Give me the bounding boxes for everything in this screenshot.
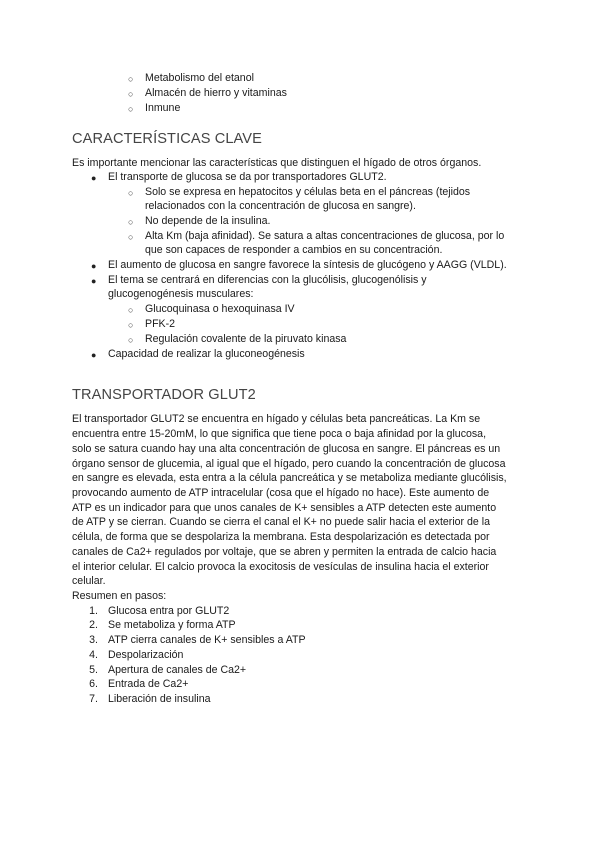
step-number: 3. <box>89 634 98 646</box>
paragraph-line: de ATP y se cierran. Cuando se cierra el canal el K+ no puede salir hacia el exterior de la <box>72 516 491 528</box>
circle-bullet-icon: ○ <box>128 305 134 315</box>
list-item-continuation: que son capaces de responder a cambios en su concentración. <box>145 244 443 256</box>
paragraph-line: canales de Ca2+ regulados por voltaje, que se abren y permiten la entrada de calcio hacia <box>72 546 497 558</box>
step-text: Glucosa entra por GLUT2 <box>108 605 230 617</box>
section-intro: Es importante mencionar las características que distinguen el hígado de otros órganos. <box>72 157 482 169</box>
circle-bullet-icon: ○ <box>128 74 134 84</box>
paragraph-line: célula, de forma que se despolariza la membrana. Esta despolarización es detectada por <box>72 531 490 543</box>
list-item: Almacén de hierro y vitaminas <box>145 87 287 99</box>
list-item: Glucoquinasa o hexoquinasa IV <box>145 303 295 315</box>
section-heading-caracteristicas: CARACTERÍSTICAS CLAVE <box>72 131 262 147</box>
step-text: ATP cierra canales de K+ sensibles a ATP <box>108 634 306 646</box>
summary-label: Resumen en pasos: <box>72 590 167 602</box>
step-text: Se metaboliza y forma ATP <box>108 619 236 631</box>
step-text: Liberación de insulina <box>108 693 211 705</box>
list-item: PFK-2 <box>145 318 176 330</box>
circle-bullet-icon: ○ <box>128 188 134 198</box>
disc-bullet-icon: ● <box>91 276 97 286</box>
step-number: 1. <box>89 605 98 617</box>
circle-bullet-icon: ○ <box>128 232 134 242</box>
list-item: El aumento de glucosa en sangre favorece la síntesis de glucógeno y AAGG (VLDL). <box>108 259 507 271</box>
step-number: 4. <box>89 649 98 661</box>
circle-bullet-icon: ○ <box>128 89 134 99</box>
step-number: 5. <box>89 664 98 676</box>
step-number: 7. <box>89 693 98 705</box>
paragraph-line: el interior celular. El calcio provoca la exocitosis de vesículas de insulina hacia el exterior <box>72 561 489 573</box>
circle-bullet-icon: ○ <box>128 320 134 330</box>
list-item-continuation: relacionados con la concentración de glucosa en sangre). <box>145 200 416 212</box>
paragraph-line: El transportador GLUT2 se encuentra en hígado y células beta pancreáticas. La Km se <box>72 413 481 425</box>
list-item: No depende de la insulina. <box>145 215 271 227</box>
paragraph-line: ATP es un indicador para que unos canales de K+ sensibles a ATP detecten este aumento <box>72 502 497 514</box>
list-item-continuation: glucogenogénesis musculares: <box>108 288 254 300</box>
disc-bullet-icon: ● <box>91 350 97 360</box>
paragraph-line: provocando aumento de ATP intracelular (cosa que el hígado no hace). Este aumento de <box>72 487 490 499</box>
paragraph-line: órgano sensor de glucemia, al igual que el hígado, pero cuando la concentración de glucosa <box>72 458 506 470</box>
circle-bullet-icon: ○ <box>128 217 134 227</box>
list-item: Solo se expresa en hepatocitos y células beta en el páncreas (tejidos <box>145 186 471 198</box>
disc-bullet-icon: ● <box>91 173 97 183</box>
list-item: Metabolismo del etanol <box>145 72 254 84</box>
circle-bullet-icon: ○ <box>128 335 134 345</box>
step-text: Apertura de canales de Ca2+ <box>108 664 247 676</box>
list-item: El transporte de glucosa se da por transportadores GLUT2. <box>108 171 387 183</box>
step-text: Entrada de Ca2+ <box>108 678 189 690</box>
list-item: Regulación covalente de la piruvato kinasa <box>145 333 347 345</box>
circle-bullet-icon: ○ <box>128 104 134 114</box>
paragraph-line: celular. <box>72 575 106 587</box>
list-item: Inmune <box>145 102 181 114</box>
paragraph-line: encuentra entre 15-20mM, lo que significa que tiene poca o baja afinidad por la glucosa, <box>72 428 487 440</box>
paragraph-line: solo se satura cuando hay una alta concentración de glucosa en sangre. El páncreas es un <box>72 443 501 455</box>
disc-bullet-icon: ● <box>91 261 97 271</box>
list-item: El tema se centrará en diferencias con la glucólisis, glucogenólisis y <box>108 274 427 286</box>
list-item: Alta Km (baja afinidad). Se satura a altas concentraciones de glucosa, por lo <box>145 230 505 242</box>
step-number: 6. <box>89 678 98 690</box>
step-text: Despolarización <box>108 649 184 661</box>
list-item: Capacidad de realizar la gluconeogénesis <box>108 348 305 360</box>
step-number: 2. <box>89 619 98 631</box>
paragraph-line: en sangre es elevada, esta entra a la célula pancreática y se metaboliza mediante glucólisis, <box>72 472 507 484</box>
section-heading-glut2: TRANSPORTADOR GLUT2 <box>72 387 256 403</box>
